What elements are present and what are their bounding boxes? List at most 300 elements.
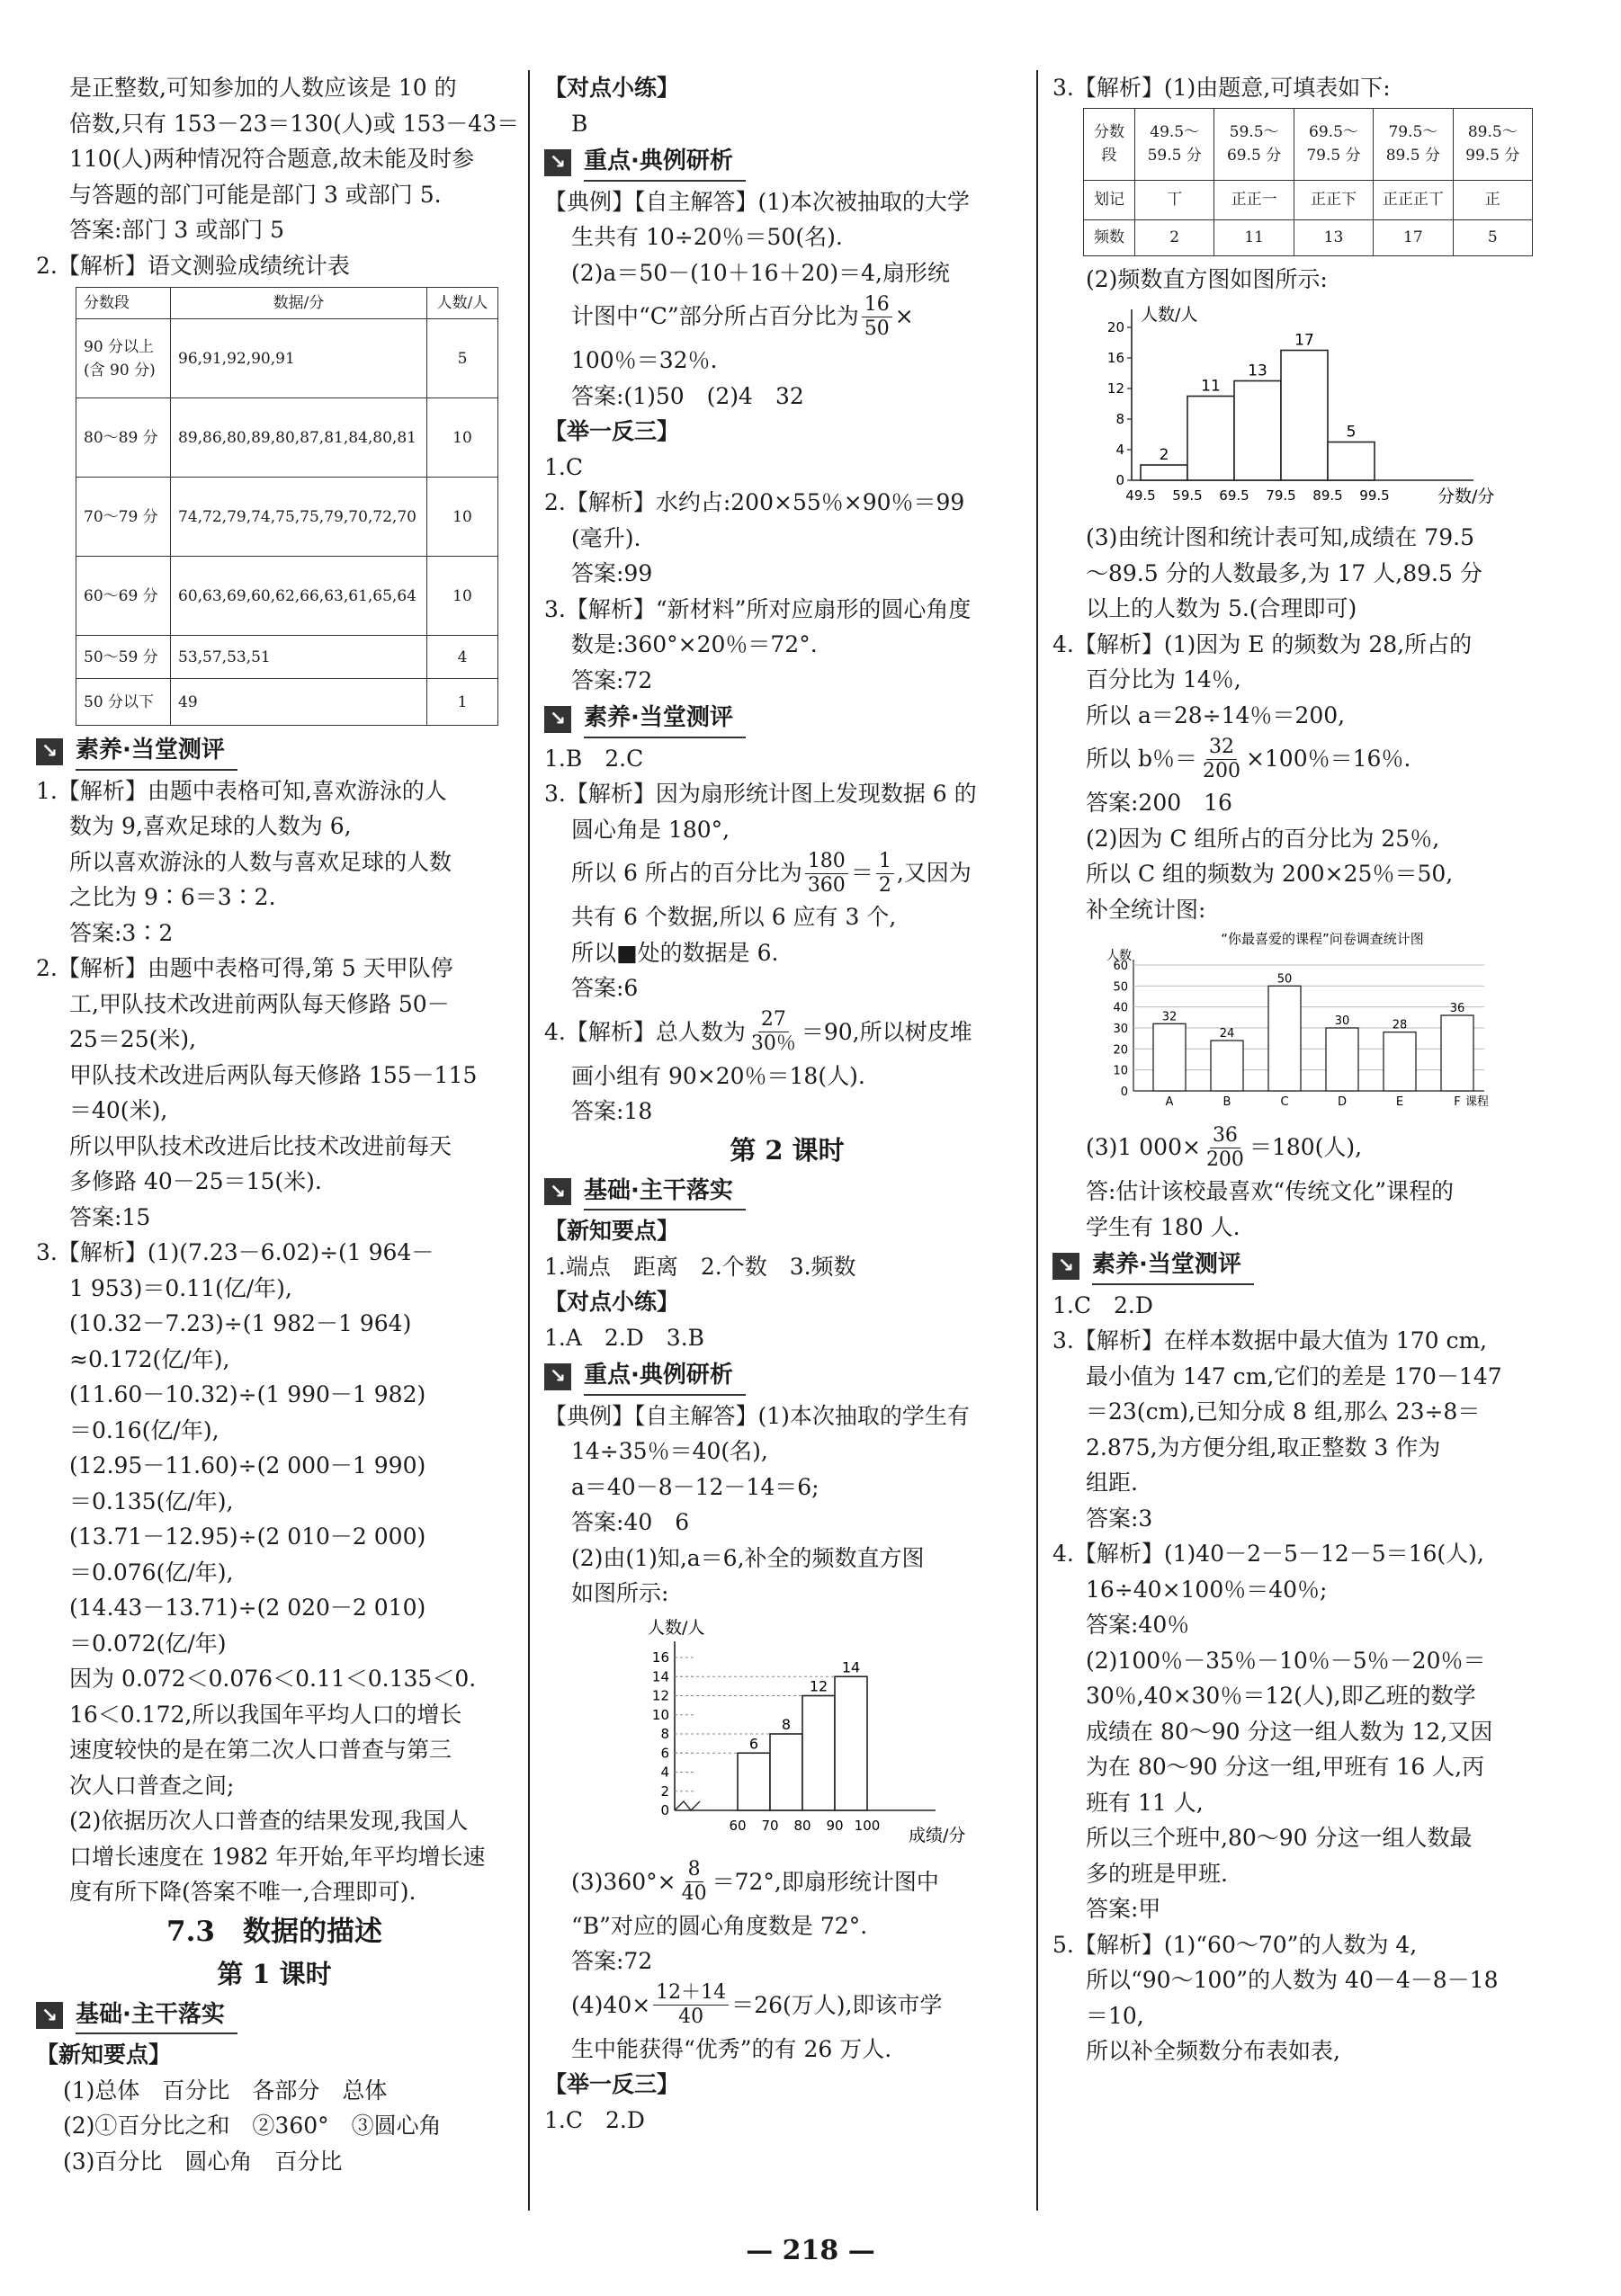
text: ×100％＝16％.: [1245, 746, 1411, 773]
table-cell: 69.5～79.5 分: [1294, 108, 1373, 180]
x-tick-label: D: [1337, 1095, 1348, 1109]
answer-line: 答案:部门 3 或部门 5: [69, 217, 285, 243]
subhead: 【新知要点】: [36, 2041, 172, 2068]
subhead: 【举一反三】: [544, 2071, 680, 2097]
x-tick-label: E: [1395, 1095, 1404, 1109]
table-cell: 频数: [1084, 219, 1135, 255]
text-line: ＝40(米),: [69, 1097, 168, 1123]
y-tick-label: 2: [660, 1782, 669, 1800]
answer-line: 答案:3: [1086, 1505, 1153, 1532]
text-line: 因为 0.072＜0.076＜0.11＜0.135＜0.: [69, 1666, 477, 1692]
y-tick-label: 12: [651, 1687, 669, 1703]
histogram-bar: [738, 1753, 770, 1810]
text-line: ＝0.072(亿/年): [69, 1630, 227, 1657]
table-cell: 5: [1453, 219, 1532, 255]
y-tick-label: 50: [1113, 980, 1128, 995]
section-title: 基础·主干落实: [584, 1174, 746, 1211]
table-cell: 10: [427, 478, 498, 557]
fraction-line: [544, 1979, 1030, 2032]
text-line: 口增长速度在 1982 年开始,年平均增长速: [69, 1843, 486, 1870]
table-cell: 2: [1135, 219, 1214, 255]
text-line: 所以甲队技术改进后比技术改进前每天: [69, 1132, 452, 1159]
text-line: 5.【解析】(1)“60～70”的人数为 4,: [1052, 1931, 1418, 1958]
axis-break-mark: [675, 1801, 700, 1810]
text-line: 成绩在 80～90 分这一组人数为 12,又因: [1086, 1718, 1493, 1745]
text: 4.【解析】总人数为: [544, 1018, 746, 1045]
bar-value-label: 5: [1346, 423, 1357, 442]
y-tick-label: 16: [1106, 350, 1124, 366]
denominator: 2: [878, 873, 891, 897]
table-cell: 11: [1214, 219, 1294, 255]
x-tick-label: 90: [826, 1817, 844, 1834]
fraction-line: [1052, 1121, 1545, 1174]
denominator: 40: [678, 2006, 704, 2028]
x-tick-label: B: [1222, 1095, 1231, 1109]
section-title: 重点·典例研析: [584, 1358, 746, 1396]
bar: [1268, 986, 1301, 1091]
histogram-frequency: [1088, 300, 1520, 516]
answer-line: 答案:15: [69, 1203, 151, 1230]
text-line: ＝23(cm),已知分成 8 组,那么 23÷8＝: [1086, 1398, 1481, 1425]
text-line: 所以喜欢游泳的人数与喜欢足球的人数: [69, 848, 452, 875]
numerator: 16: [862, 293, 892, 317]
text-line: 所以补全频数分布表如表,: [1086, 2038, 1340, 2064]
text-line: 2.【解析】水约占:200×55％×90％＝99: [544, 489, 965, 515]
table-header: 分数段: [76, 288, 171, 319]
text: (3)360°×: [571, 1868, 676, 1895]
section-title: 素养·当堂测评: [76, 733, 237, 771]
y-tick-label: 8: [660, 1725, 669, 1742]
text-line: (2)①百分比之和 ②360° ③圆心角: [63, 2113, 442, 2139]
y-tick-label: 40: [1113, 1001, 1128, 1015]
text-line: ≈0.172(亿/年),: [69, 1345, 230, 1372]
histogram-bar: [835, 1676, 867, 1810]
x-tick-label: C: [1280, 1095, 1289, 1109]
text-line: 为在 80～90 分这一组,甲班有 16 人,丙: [1086, 1754, 1485, 1780]
column-2: [544, 70, 1030, 2138]
y-tick-label: 6: [660, 1744, 669, 1761]
denominator: 200: [1202, 759, 1240, 782]
table-cell: 49.5～59.5 分: [1135, 108, 1214, 180]
table-row: [1084, 219, 1533, 255]
table-cell: 1: [427, 679, 498, 726]
y-tick-label: 20: [1113, 1043, 1128, 1058]
question-head: 2.【解析】语文测验成绩统计表: [36, 252, 350, 279]
table-cell: 74,72,79,74,75,75,79,70,72,70: [171, 478, 427, 557]
text-line: 3.【解析】(1)(7.23－6.02)÷(1 964－: [36, 1239, 434, 1265]
table-cell: 分数段: [1084, 108, 1135, 180]
subhead: 【举一反三】: [544, 418, 680, 444]
text-line: 速度较快的是在第二次人口普查与第三: [69, 1737, 452, 1763]
y-tick-label: 20: [1106, 319, 1124, 335]
fraction: [679, 1858, 710, 1906]
section-heading: [544, 1358, 1030, 1396]
numerator: 8: [685, 1858, 703, 1882]
text: 所以 6 所占的百分比为: [571, 860, 802, 887]
table-row: [76, 679, 498, 726]
page-number: — 218 —: [746, 2235, 875, 2266]
fraction-line: [544, 847, 1030, 899]
text-line: 1.端点 距离 2.个数 3.频数: [544, 1253, 856, 1280]
x-tick-label: 99.5: [1359, 487, 1390, 504]
section-arrow-icon: ↘: [544, 149, 571, 176]
y-tick-label: 4: [660, 1764, 669, 1780]
table-cell: 正正正丅: [1374, 180, 1453, 219]
column-divider-1: [528, 70, 530, 2211]
bar-value-label: 12: [809, 1677, 828, 1694]
section-title: 素养·当堂测评: [1092, 1247, 1254, 1285]
frequency-table: [1083, 108, 1533, 256]
text-line: ＝10,: [1086, 2002, 1144, 2029]
table-cell: 90 分以上(含 90 分): [76, 319, 171, 398]
table-cell: 89,86,80,89,80,87,81,84,80,81: [171, 398, 427, 478]
subhead: 【对点小练】: [544, 75, 680, 101]
text-line: 次人口普查之间;: [69, 1772, 235, 1799]
text-line: 工,甲队技术改进前两队每天修路 50－: [69, 990, 450, 1017]
denominator: 360: [807, 873, 846, 897]
numerator: 1: [876, 850, 894, 874]
x-axis-label: 分数/分: [1437, 487, 1495, 506]
section-arrow-icon: ↘: [36, 2002, 63, 2029]
histogram-scores: [625, 1617, 1012, 1851]
text-line: 学生有 180 人.: [1086, 1213, 1240, 1240]
text-line: 【典例】【自主解答】(1)本次抽取的学生有: [544, 1402, 970, 1429]
answer-line: 答案:72: [571, 666, 653, 693]
text-line: 16÷40×100％＝40％;: [1086, 1576, 1328, 1603]
bar: [1153, 1023, 1186, 1091]
table-row: [76, 478, 498, 557]
table-cell: 60,63,69,60,62,66,63,61,65,64: [171, 557, 427, 636]
fraction: [653, 1981, 729, 2029]
denominator: 30％: [750, 1032, 796, 1055]
text-line: 3.【解析】“新材料”所对应扇形的圆心角度: [544, 595, 972, 622]
section-heading: [1052, 1247, 1545, 1285]
text: (4)40×: [571, 1991, 651, 2018]
x-tick-label: F: [1454, 1095, 1461, 1109]
text: ＝26(万人),即该市学: [731, 1991, 943, 2018]
histogram-bar: [1234, 381, 1281, 481]
text-line: 25＝25(米),: [69, 1026, 197, 1052]
question-head: 3.【解析】(1)由题意,可填表如下:: [1052, 75, 1391, 101]
bar-value-label: 50: [1276, 972, 1293, 987]
y-tick-label: 10: [651, 1706, 669, 1723]
table-cell: 丅: [1135, 180, 1214, 219]
table-row: [1084, 108, 1533, 180]
section-arrow-icon: ↘: [544, 706, 571, 733]
fraction: [876, 850, 894, 898]
table-cell: 49: [171, 679, 427, 726]
bar-value-label: 13: [1248, 362, 1267, 380]
text-line: 圆心角是 180°,: [571, 816, 730, 843]
text-line: (2)因为 C 组所占的百分比为 25％,: [1086, 825, 1440, 852]
table-row: [1084, 180, 1533, 219]
text: ,又因为: [896, 860, 972, 887]
text: (3)1 000×: [1086, 1134, 1201, 1161]
text-line: 4.【解析】(1)因为 E 的频数为 28,所占的: [1052, 630, 1473, 657]
section-title: 重点·典例研析: [584, 144, 746, 182]
text-line: 画小组有 90×20％＝18(人).: [571, 1062, 865, 1089]
denominator: 200: [1205, 1148, 1244, 1171]
section-title-7-3: 7.3 数据的描述: [166, 1915, 382, 1948]
fraction: [1204, 1124, 1247, 1172]
fraction: [748, 1008, 799, 1056]
text: ＝180(人),: [1249, 1134, 1363, 1161]
section-arrow-icon: ↘: [544, 1178, 571, 1205]
x-tick-label: 49.5: [1125, 487, 1156, 504]
text-line: 最小值为 147 cm,它们的差是 170－147: [1086, 1362, 1502, 1389]
text-line: (毫升).: [571, 524, 641, 551]
text-line: 生中能获得“优秀”的有 26 万人.: [571, 2035, 892, 2062]
table-header: 数据/分: [171, 288, 427, 319]
histogram-bar: [1187, 397, 1234, 481]
text-line: 1.C: [544, 453, 583, 480]
histogram-bar: [1141, 465, 1187, 480]
table-cell: 53,57,53,51: [171, 636, 427, 679]
lesson-title: 第 2 课时: [730, 1134, 845, 1166]
table-header-row: [76, 288, 498, 319]
bar-value-label: 14: [841, 1657, 861, 1675]
text-line: 之比为 9∶6＝3∶2.: [69, 884, 276, 910]
table-header: 人数/人: [427, 288, 498, 319]
fraction-line: [544, 1006, 1030, 1059]
text-line: 3.【解析】因为扇形统计图上发现数据 6 的: [544, 781, 977, 807]
x-tick-label: 89.5: [1312, 487, 1343, 504]
text-line: 3.【解析】在样本数据中最大值为 170 cm,: [1052, 1327, 1488, 1353]
x-tick-label: 60: [729, 1817, 747, 1834]
table-cell: 划记: [1084, 180, 1135, 219]
text-line: 2.【解析】由题中表格可得,第 5 天甲队停: [36, 955, 453, 981]
text-line: 1.C 2.D: [1052, 1291, 1153, 1318]
text-line: 百分比为 14％,: [1086, 666, 1241, 692]
table-cell: 50 分以下: [76, 679, 171, 726]
y-tick-label: 10: [1113, 1064, 1128, 1078]
text-line: (2)由(1)知,a＝6,补全的频数直方图: [571, 1544, 925, 1571]
text-line: 生共有 10÷20％＝50(名).: [571, 224, 843, 250]
section-heading: [544, 144, 1030, 182]
table-cell: 正: [1453, 180, 1532, 219]
table-row: [76, 319, 498, 398]
answer-line: 答案:(1)50 (2)4 32: [571, 382, 804, 409]
text-line: 如图所示:: [571, 1580, 669, 1606]
column-divider-2: [1036, 70, 1038, 2211]
text-line: 1.【解析】由题中表格可知,喜欢游泳的人: [36, 777, 447, 804]
section-arrow-icon: ↘: [1052, 1253, 1079, 1280]
bar-value-label: 28: [1392, 1018, 1408, 1032]
text: 所以 b％＝: [1086, 746, 1197, 773]
text-line: 数是:360°×20％＝72°.: [571, 631, 818, 657]
y-tick-label: 0: [660, 1801, 669, 1818]
text-line: 30％,40×30％＝12(人),即乙班的数学: [1086, 1683, 1476, 1709]
text-line: (3)由统计图和统计表可知,成绩在 79.5: [1086, 524, 1474, 550]
bar-value-label: 2: [1159, 446, 1169, 464]
denominator: 40: [681, 1882, 707, 1905]
text-line: 多的班是甲班.: [1086, 1860, 1228, 1887]
bar-value-label: 8: [781, 1715, 792, 1733]
x-axis-label: 成绩/分: [909, 1825, 966, 1845]
table-cell: 17: [1374, 219, 1453, 255]
text-line: 所以三个班中,80～90 分这一组人数最: [1086, 1825, 1473, 1851]
answer-line: 答案:18: [571, 1098, 653, 1124]
table-cell: 89.5～99.5 分: [1453, 108, 1532, 180]
y-axis-label: 人数/人: [1141, 305, 1198, 325]
table-cell: 13: [1294, 219, 1373, 255]
text-line: (2)依据历次人口普查的结果发现,我国人: [69, 1808, 469, 1834]
bar-value-label: 6: [748, 1734, 759, 1752]
column-1: [36, 70, 520, 2179]
table-cell: 4: [427, 636, 498, 679]
text-line: 多修路 40－25＝15(米).: [69, 1168, 322, 1194]
bar: [1326, 1028, 1358, 1091]
histogram-bar: [1328, 442, 1375, 481]
intro-text: [36, 70, 520, 212]
numerator: 32: [1206, 736, 1237, 760]
x-tick-label: A: [1165, 1095, 1174, 1109]
text-line: 与答题的部门可能是部门 3 或部门 5.: [69, 181, 442, 208]
text-line: 以上的人数为 5.(合理即可): [1086, 595, 1357, 621]
table-cell: 5: [427, 319, 498, 398]
table-cell: 59.5～69.5 分: [1214, 108, 1294, 180]
table-cell: 10: [427, 398, 498, 478]
y-axis-label: 人数/人: [648, 1617, 705, 1638]
section-heading: [36, 1997, 513, 2035]
fraction-line: [544, 290, 1030, 343]
text-line: (1)总体 百分比 各部分 总体: [63, 2077, 388, 2104]
table-cell: 正正一: [1214, 180, 1294, 219]
y-tick-label: 16: [651, 1648, 669, 1666]
answer-line: 答案:40 6: [571, 1509, 690, 1535]
text-line: ＝0.076(亿/年),: [69, 1559, 234, 1586]
text: ＝72°,即扇形统计图中: [712, 1868, 939, 1895]
text-line: ＝0.16(亿/年),: [69, 1416, 219, 1443]
denominator: 50: [864, 317, 890, 340]
text-line: 度有所下降(答案不唯一,合理即可).: [69, 1879, 416, 1905]
chart-title: “你最喜爱的课程”问卷调查统计图: [1221, 931, 1424, 947]
y-tick-label: 4: [1115, 442, 1124, 458]
y-tick-label: 60: [1113, 960, 1128, 973]
text-line: ＝0.135(亿/年),: [69, 1487, 234, 1514]
text-line: 组距.: [1086, 1470, 1138, 1496]
text-line: (2)a＝50－(10＋16＋20)＝4,扇形统: [571, 259, 950, 286]
x-tick-label: 70: [761, 1817, 779, 1834]
text-line: 所以 C 组的频数为 200×25％＝50,: [1086, 861, 1454, 887]
table-cell: 79.5～89.5 分: [1374, 108, 1453, 180]
text-line: (2)100％－35％－10％－5％－20％＝: [1086, 1647, 1486, 1674]
fraction-line: [1052, 733, 1545, 785]
fraction-line: [544, 1856, 1030, 1908]
text-line: 1 953)＝0.11(亿/年),: [69, 1274, 292, 1301]
section-title: 素养·当堂测评: [584, 701, 746, 738]
histogram-bar: [770, 1734, 802, 1810]
text-line: ～89.5 分的人数最多,为 17 人,89.5 分: [1086, 559, 1482, 586]
bar-value-label: 24: [1219, 1027, 1235, 1041]
table-row: [76, 398, 498, 478]
text-line: (13.71－12.95)÷(2 010－2 000): [69, 1523, 426, 1550]
text-line: a＝40－8－12－14＝6;: [571, 1473, 819, 1500]
text-line: 所以 a＝28÷14％＝200,: [1086, 701, 1346, 728]
text-line: 1.B 2.C: [544, 745, 644, 772]
bar: [1441, 1015, 1473, 1091]
text-line: (3)百分比 圆心角 百分比: [63, 2148, 343, 2175]
fraction: [862, 293, 892, 341]
section-arrow-icon: ↘: [36, 738, 63, 765]
section-heading: [544, 1174, 1030, 1211]
y-tick-label: 14: [651, 1667, 669, 1684]
text-line: 所以■处的数据是 6.: [571, 939, 779, 966]
answer-line: 答案:72: [571, 1948, 653, 1974]
bar-value-label: 11: [1201, 377, 1221, 396]
y-tick-label: 0: [1120, 1085, 1128, 1099]
numerator: 12＋14: [653, 1981, 729, 2006]
y-axis-label: 人数: [1106, 949, 1132, 963]
x-tick-label: 59.5: [1172, 487, 1203, 504]
lesson-title: 第 1 课时: [217, 1958, 332, 1989]
answer-line: 答案:99: [571, 560, 653, 586]
table-row: [76, 636, 498, 679]
text-line: 4.【解析】(1)40－2－5－12－5＝16(人),: [1052, 1541, 1484, 1567]
table-cell: 96,91,92,90,91: [171, 319, 427, 398]
text-line: 所以“90～100”的人数为 40－4－8－18: [1086, 1967, 1499, 1993]
fraction: [1200, 736, 1243, 783]
y-tick-label: 0: [1115, 472, 1124, 488]
text-line: 1.A 2.D 3.B: [544, 1324, 705, 1351]
table-cell: 正正下: [1294, 180, 1373, 219]
text-line: 班有 11 人,: [1086, 1789, 1204, 1816]
text-line: 100％＝32％.: [571, 347, 718, 373]
text: 计图中“C”部分所占百分比为: [571, 303, 859, 330]
table-cell: 70～79 分: [76, 478, 171, 557]
text-line: 补全统计图:: [1086, 896, 1206, 923]
x-tick-label: 79.5: [1266, 487, 1296, 504]
text-line: 16＜0.172,所以我国年平均人口的增长: [69, 1701, 462, 1728]
section-arrow-icon: ↘: [544, 1363, 571, 1390]
histogram-bar: [802, 1695, 835, 1810]
text-line: 1.C 2.D: [544, 2106, 645, 2133]
bar: [1384, 1032, 1416, 1091]
table-row: [76, 557, 498, 636]
x-tick-label: 100: [854, 1817, 881, 1834]
column-3: [1052, 70, 1545, 2069]
section-heading: [36, 733, 513, 771]
text-line: (14.43－13.71)÷(2 020－2 010): [69, 1595, 426, 1621]
text-line: (2)频数直方图如图所示:: [1086, 265, 1328, 292]
numerator: 36: [1210, 1124, 1240, 1148]
section-heading: [544, 701, 1030, 738]
section-title: 基础·主干落实: [76, 1997, 237, 2035]
text-line: 倍数,只有 153－23＝130(人)或 153－43＝: [69, 110, 520, 137]
histogram-bar: [1281, 351, 1328, 481]
fraction: [805, 850, 848, 898]
y-tick-label: 12: [1106, 380, 1124, 397]
table-cell: 80～89 分: [76, 398, 171, 478]
bar-value-label: 32: [1161, 1010, 1178, 1024]
text-line: 【典例】【自主解答】(1)本次被抽取的大学: [544, 188, 970, 215]
x-axis-label: 课程: [1464, 1095, 1489, 1109]
y-tick-label: 8: [1115, 411, 1124, 427]
bar-chart-courses: [1097, 929, 1511, 1118]
answer-line: 答案:200 16: [1086, 790, 1232, 816]
answer-line: 答案:3∶2: [69, 919, 174, 946]
text-line: 是正整数,可知参加的人数应该是 10 的: [69, 75, 457, 101]
text: ×: [894, 303, 914, 330]
text-line: “B”对应的圆心角度数是 72°.: [571, 1912, 868, 1939]
text-line: 14÷35％＝40(名),: [571, 1438, 768, 1464]
text: ＝: [850, 860, 873, 887]
score-table: [76, 287, 498, 726]
bar-value-label: 17: [1294, 331, 1314, 350]
x-tick-label: 69.5: [1219, 487, 1249, 504]
table-cell: 60～69 分: [76, 557, 171, 636]
text-line: 2.875,为方便分组,取正整数 3 作为: [1086, 1434, 1441, 1461]
